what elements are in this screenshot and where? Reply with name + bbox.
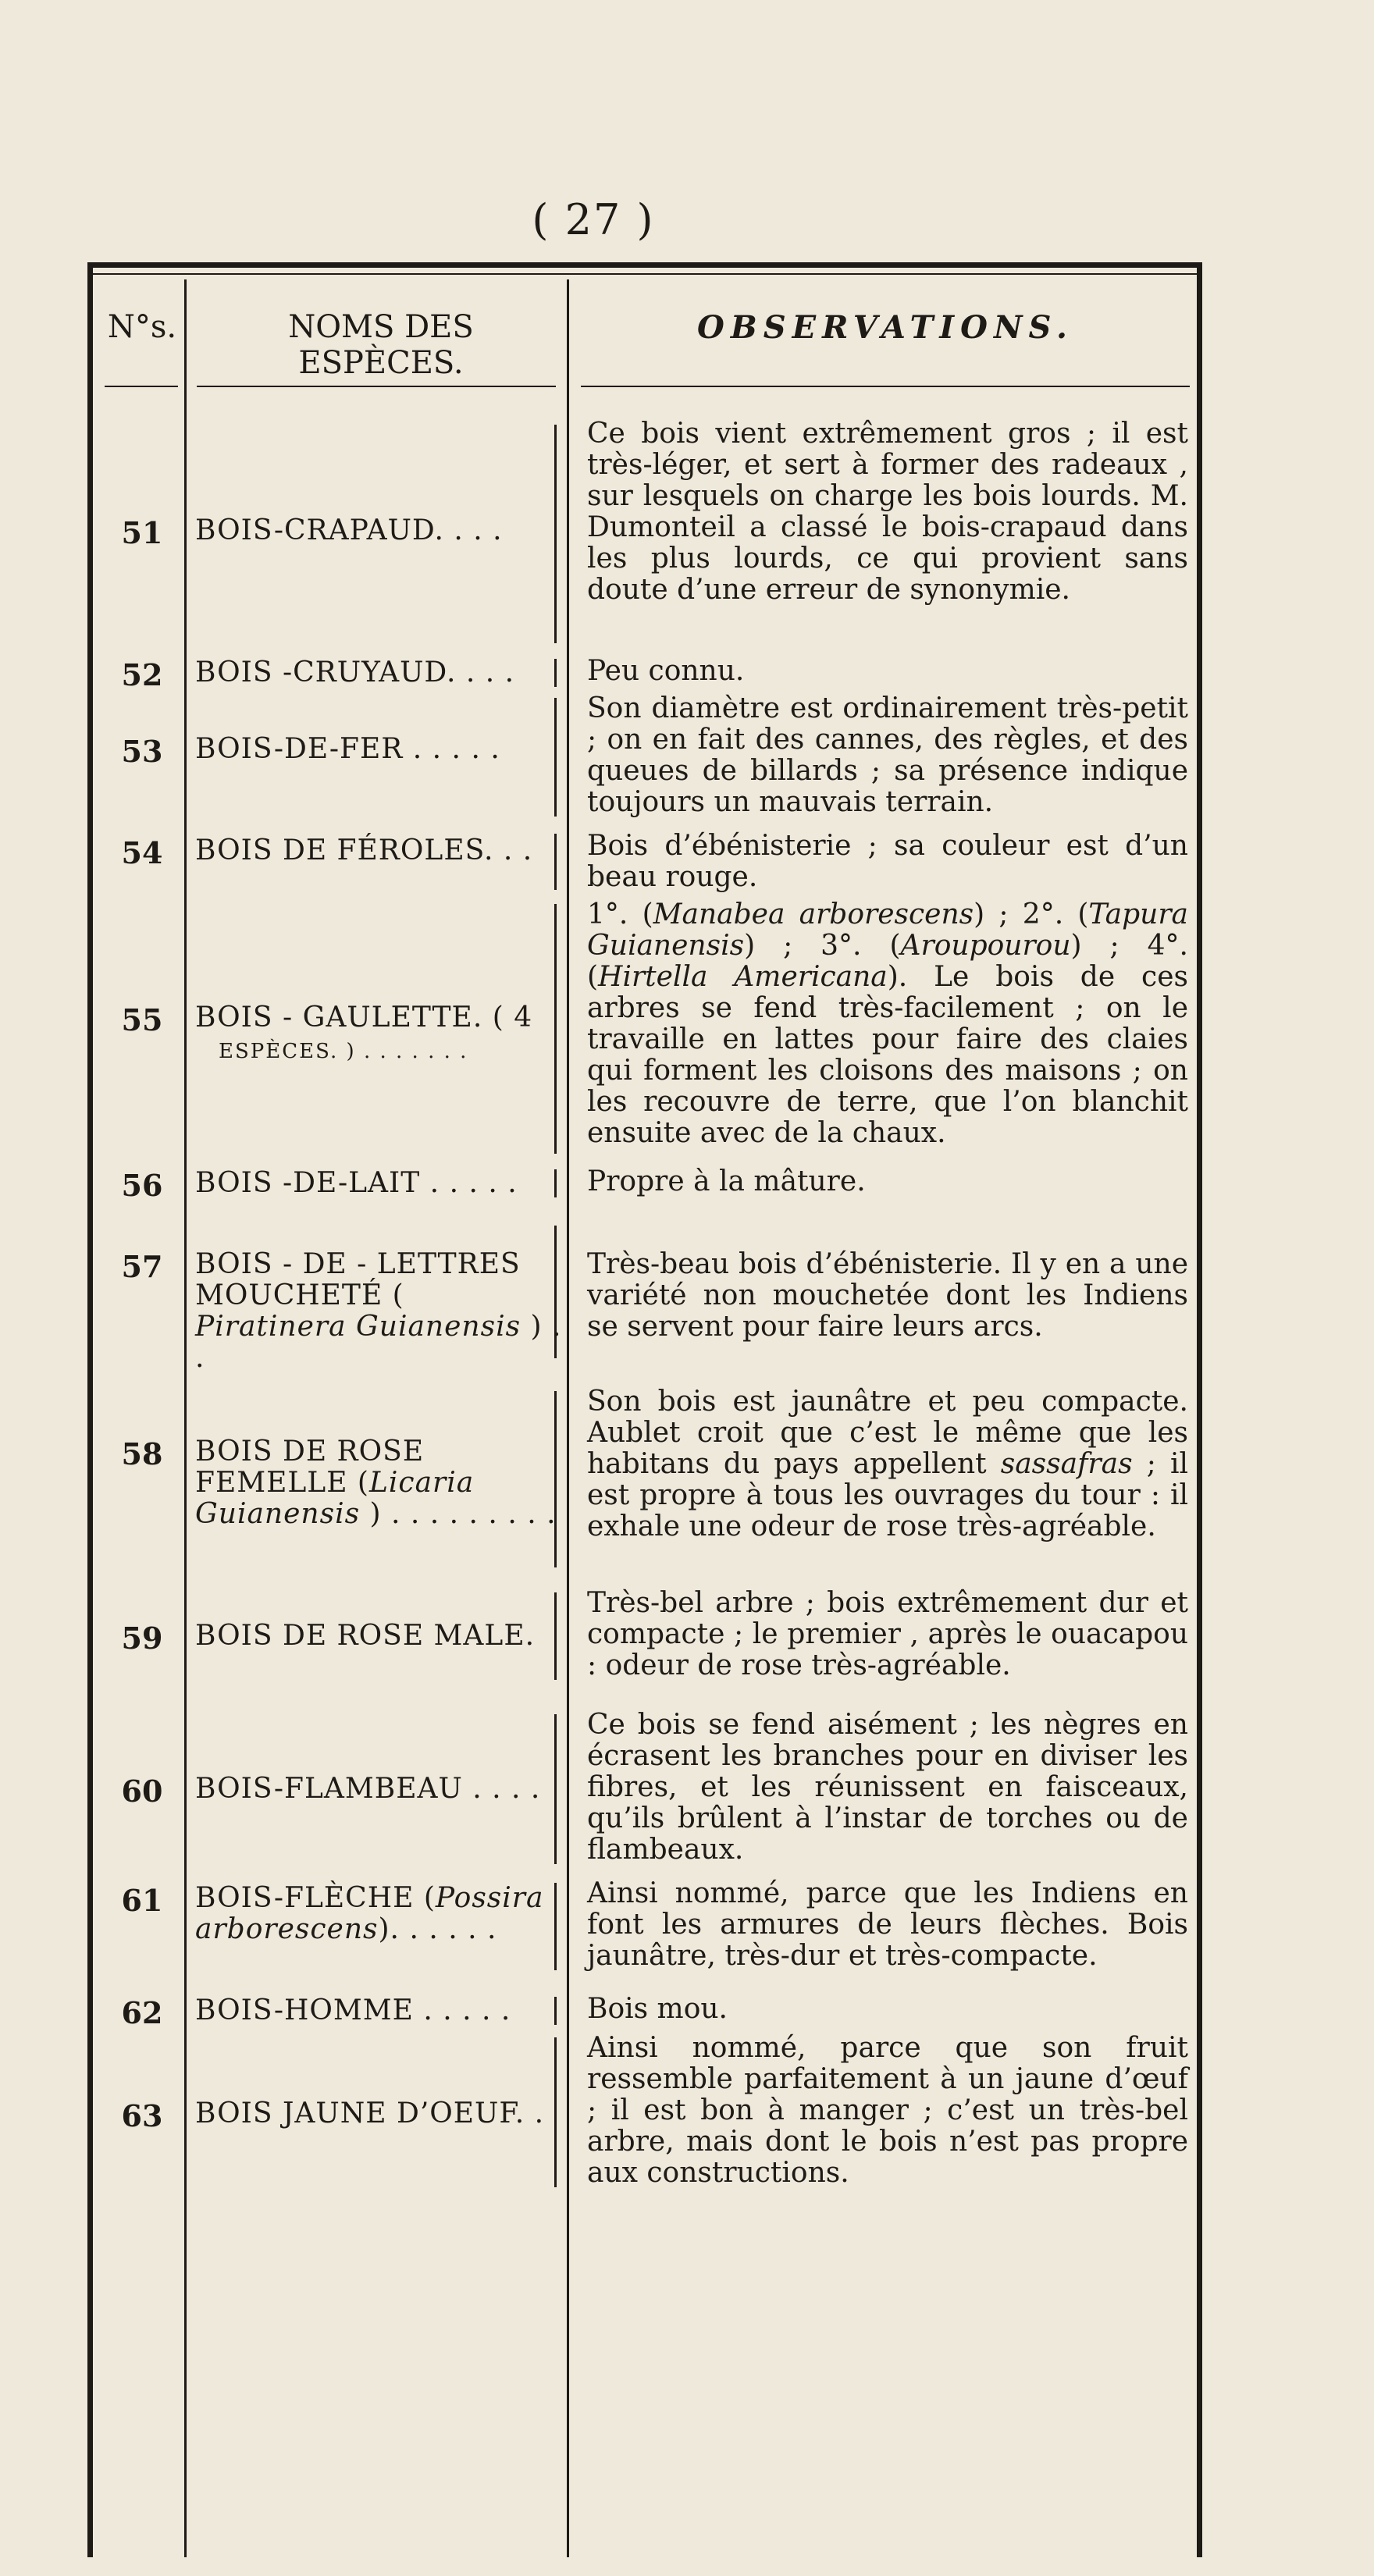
observation-text: Ainsi nommé, parce que les Indiens en font les armures de leurs flèches. Bois jaunâtre, très-dur et très-compacte. [587, 1877, 1188, 1972]
observation-text: Très-beau bois d’ébénisterie. Il y en a une variété non mouchetée dont les Indiens se servent pour faire leurs arcs. [587, 1248, 1188, 1343]
species-name: BOIS -DE-LAIT . . . . . [195, 1167, 518, 1199]
brace [554, 659, 580, 687]
brace [554, 1592, 580, 1680]
brace [554, 1997, 580, 2025]
latin-name: Manabea arborescens [653, 898, 974, 930]
name-part: ) . . . . . . . . . [360, 1498, 557, 1530]
top-thick-rule [87, 262, 1202, 268]
species-name: BOIS-FLAMBEAU . . . . [195, 1773, 541, 1805]
row-number: 55 [121, 1002, 163, 1037]
row-number: 63 [121, 2098, 163, 2133]
row-number: 61 [121, 1883, 163, 1918]
latin-name: Aroupourou [900, 930, 1071, 962]
italic-word: sassafras [1000, 1448, 1133, 1480]
observation-text: Ce bois vient extrêmement gros ; il est très-léger, et sert à former des radeaux , sur lesquels on charge les bois lourds. M. Dumonteil a classé le bois-crapaud dans les plus lourds, ce qui provient sans doute d’une erreur de synonymie. [587, 418, 1188, 606]
obs-part: ). Le bois de ces arbres se fend très-facilement ; on le travaille en lattes pour faire des claies qui forment les cloisons des maisons ; on les recouvre de terre, que l’on blanchit ensuite avec de la chaux. [587, 961, 1188, 1149]
brace [554, 1391, 580, 1567]
species-name: BOIS-DE-FER . . . . . [195, 733, 500, 765]
page-number: ( 27 ) [532, 195, 655, 244]
latin-name: Possira arborescens [195, 1882, 544, 1945]
observation-text: Propre à la mâture. [587, 1165, 866, 1197]
header-rule-observations [581, 386, 1190, 387]
species-name [195, 1883, 562, 1945]
latin-name: Piratinera Guianensis [195, 1311, 521, 1343]
brace [554, 834, 580, 890]
row-number: 51 [121, 515, 163, 550]
header-rule-number [105, 386, 178, 387]
species-name: BOIS JAUNE D’OEUF. . [195, 2097, 545, 2129]
name-part: BOIS-FLÈCHE ( [195, 1882, 436, 1914]
species-name-line2: ESPÈCES. ) . . . . . . . [219, 1040, 468, 1063]
brace [554, 698, 580, 817]
row-number: 54 [121, 835, 163, 870]
brace [554, 904, 580, 1154]
obs-part: 1°. ( [587, 898, 653, 930]
species-name: BOIS-HOMME . . . . . [195, 1994, 511, 2026]
top-thin-rule [87, 273, 1202, 275]
row-number: 62 [121, 1995, 163, 2030]
brace [554, 2037, 580, 2187]
observation-text: Peu connu. [587, 655, 745, 687]
observation-text [587, 1386, 1188, 1542]
latin-name: Hirtella Americana [598, 961, 888, 993]
row-number: 59 [121, 1621, 163, 1656]
species-name: BOIS DE ROSE MALE. [195, 1620, 536, 1652]
obs-part: Son bois est jaunâtre et peu compacte. Aublet croit que c’est le même que les habitans du pays appellent [587, 1386, 1188, 1480]
name-part: BOIS DE ROSE FEMELLE ( [195, 1436, 425, 1499]
latin-name: Licaria Guianensis [195, 1467, 475, 1530]
observation-text: Son diamètre est ordinairement très-petit ; on en fait des cannes, des règles, et des queues de billards ; sa présence indique toujours un mauvais terrain. [587, 692, 1188, 818]
brace [554, 1714, 580, 1864]
species-name [195, 1249, 562, 1374]
name-part: ) . . [195, 1311, 562, 1374]
obs-part: ; il est propre à tous les ouvrages du tour : il exhale une odeur de rose très-agréable. [587, 1448, 1188, 1542]
observation-text: Ainsi nommé, parce que son fruit ressemble parfaitement à un jaune d’œuf ; il est bon à manger ; c’est un très-bel arbre, mais dont le bois n’est pas propre aux constructions. [587, 2032, 1188, 2189]
latin-name: Tapura Guianensis [587, 898, 1188, 962]
name-part: ). . . . . . [378, 1913, 497, 1945]
header-number: N°s. [107, 309, 177, 345]
obs-part: ) ; 3°. ( [744, 930, 901, 962]
brace [554, 1226, 580, 1358]
row-number: 53 [121, 734, 163, 769]
species-name [195, 1436, 562, 1530]
row-number: 60 [121, 1774, 163, 1809]
header-species-names: NOMS DES ESPÈCES. [288, 309, 474, 381]
observation-text: Bois d’ébénisterie ; sa couleur est d’un beau rouge. [587, 830, 1188, 893]
right-border [1197, 262, 1202, 2557]
row-number: 58 [121, 1436, 163, 1471]
row-number: 52 [121, 657, 163, 692]
observation-text: Bois mou. [587, 1993, 728, 2025]
species-name: BOIS-CRAPAUD. . . . [195, 514, 503, 546]
brace [554, 425, 580, 643]
observation-text [587, 899, 1188, 1149]
obs-part: ) ; 2°. ( [974, 898, 1089, 930]
row-number: 57 [121, 1249, 163, 1284]
header-observations: OBSERVATIONS. [697, 309, 1073, 346]
species-name-line1: BOIS - GAULETTE. ( 4 [195, 1002, 533, 1034]
header-rule-names [197, 386, 556, 387]
obs-part: ) ; 4°. ( [587, 930, 1188, 993]
species-name [195, 1002, 562, 1067]
observation-text: Très-bel arbre ; bois extrêmement dur et compacte ; le premier , après le ouacapou : odeur de rose très-agréable. [587, 1587, 1188, 1681]
species-name: BOIS DE FÉROLES. . . [195, 834, 533, 866]
column-separator-number [184, 279, 187, 2557]
observation-text: Ce bois se fend aisément ; les nègres en écrasent les branches pour en diviser les fibres, et les réunissent en faisceaux, qu’ils brûlent à l’instar de torches ou de flambeaux. [587, 1709, 1188, 1866]
name-part: BOIS - DE - LETTRES MOUCHETÉ ( [195, 1248, 521, 1311]
species-table [87, 262, 1202, 2576]
brace [554, 1169, 580, 1197]
row-number: 56 [121, 1168, 163, 1203]
species-name: BOIS -CRUYAUD. . . . [195, 656, 515, 688]
left-border [87, 262, 93, 2557]
brace [554, 1883, 580, 1970]
